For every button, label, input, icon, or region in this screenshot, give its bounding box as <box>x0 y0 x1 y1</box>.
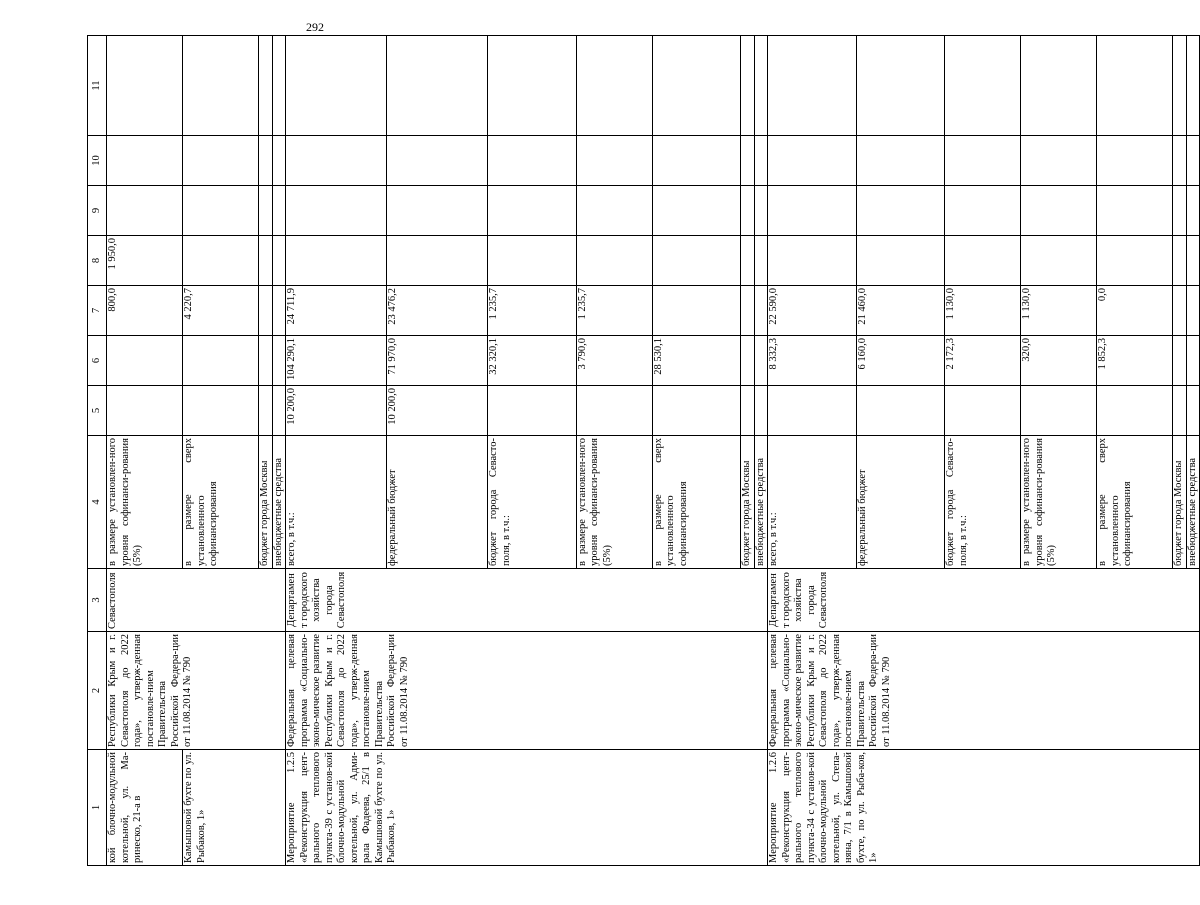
amount-cell: 6 160,0 <box>856 336 945 386</box>
funding-source: федеральный бюджет <box>856 436 945 569</box>
amount-cell <box>945 236 1021 286</box>
funding-source: бюджет города Москвы <box>741 436 755 569</box>
amount-cell <box>652 186 741 236</box>
amount-cell <box>272 36 286 136</box>
amount-cell: 8 332,3 <box>768 336 857 386</box>
funding-source: внебюджетные средства <box>1186 436 1200 569</box>
executor: Департамент городского хозяйства города Севастополя <box>768 569 1200 632</box>
amount-cell <box>488 186 577 236</box>
amount-cell: 32 320,1 <box>488 336 577 386</box>
funding-source: бюджет города Севасто-поля, в т.ч.: <box>945 436 1021 569</box>
funding-source: в размере установлен-ного уровня софинанси-рования (5%) <box>576 436 652 569</box>
amount-cell <box>107 336 183 386</box>
amount-cell <box>754 186 768 236</box>
amount-cell: 2 172,3 <box>945 336 1021 386</box>
amount-cell <box>259 236 273 286</box>
amount-cell <box>259 36 273 136</box>
amount-cell <box>488 386 577 436</box>
amount-cell <box>741 136 755 186</box>
funding-source: в размере сверх установленного софинансирования <box>1097 436 1173 569</box>
amount-cell <box>652 136 741 186</box>
amount-cell <box>1173 236 1187 286</box>
amount-cell: 1 130,0 <box>1021 286 1097 336</box>
amount-cell <box>1173 336 1187 386</box>
amount-cell <box>286 36 387 136</box>
funding-source: всего, в т.ч.: <box>286 436 387 569</box>
amount-cell <box>576 186 652 236</box>
amount-cell <box>1173 286 1187 336</box>
amount-cell <box>259 186 273 236</box>
amount-cell <box>387 186 488 236</box>
amount-cell <box>754 36 768 136</box>
amount-cell <box>754 136 768 186</box>
amount-cell <box>1097 236 1173 286</box>
amount-cell: 320,0 <box>1021 336 1097 386</box>
amount-cell <box>1173 186 1187 236</box>
amount-cell <box>1186 36 1200 136</box>
amount-cell <box>1173 36 1187 136</box>
amount-cell <box>856 136 945 186</box>
amount-cell <box>272 186 286 236</box>
column-number: 3 <box>88 569 107 632</box>
column-number: 9 <box>88 186 107 236</box>
funding-source: всего, в т.ч.: <box>768 436 857 569</box>
amount-cell <box>741 286 755 336</box>
amount-cell <box>107 386 183 436</box>
amount-cell <box>768 36 857 136</box>
amount-cell <box>272 336 286 386</box>
amount-cell: 10 200,0 <box>387 386 488 436</box>
funding-source: внебюджетные средства <box>272 436 286 569</box>
amount-cell <box>945 186 1021 236</box>
amount-cell <box>387 236 488 286</box>
measure-title-continued: кой блочно-модульной котельной, ул. Ма-ринеско, 21-а в <box>107 750 183 866</box>
amount-cell <box>1186 136 1200 186</box>
column-number: 5 <box>88 386 107 436</box>
amount-cell <box>259 386 273 436</box>
amount-cell: 1 130,0 <box>945 286 1021 336</box>
amount-cell <box>576 136 652 186</box>
amount-cell <box>741 236 755 286</box>
amount-cell <box>107 136 183 186</box>
column-number: 10 <box>88 136 107 186</box>
amount-cell <box>1021 386 1097 436</box>
amount-cell <box>1097 186 1173 236</box>
funding-source: в размере установлен-ного уровня софинанси-рования (5%) <box>107 436 183 569</box>
amount-cell <box>652 386 741 436</box>
amount-cell <box>768 186 857 236</box>
amount-cell <box>286 136 387 186</box>
amount-cell: 10 200,0 <box>286 386 387 436</box>
amount-cell <box>856 36 945 136</box>
amount-cell <box>488 236 577 286</box>
amount-cell <box>856 386 945 436</box>
amount-cell: 22 590,0 <box>768 286 857 336</box>
amount-cell <box>856 236 945 286</box>
column-number: 7 <box>88 286 107 336</box>
program-name: Федеральная целевая программа «Социально-эконо-мическое развитие Республики Крым и г. Севастополя до 2022 года», утверж-денная постановле-нием Правительства Российской Федера-ции от 11.08.2014 № 790 <box>286 632 768 750</box>
amount-cell <box>1021 236 1097 286</box>
table-row <box>107 36 183 866</box>
amount-cell <box>272 286 286 336</box>
amount-cell <box>387 36 488 136</box>
measure-title: Мероприятие 1.2.5 «Реконструкция цент-рального теплового пункта-39 с установ-кой блочно-модульной котельной, ул. Адми-рала Фадеева, 25/1 в Камышовой бухте по ул. Рыбаков, 1» <box>286 750 768 866</box>
executor: Департамент городского хозяйства города Севастополя <box>286 569 768 632</box>
amount-cell <box>945 36 1021 136</box>
amount-cell <box>183 136 259 186</box>
amount-cell: 28 530,1 <box>652 336 741 386</box>
funding-source: федеральный бюджет <box>387 436 488 569</box>
amount-cell <box>259 136 273 186</box>
amount-cell <box>1021 36 1097 136</box>
amount-cell <box>741 336 755 386</box>
amount-cell <box>1186 336 1200 386</box>
amount-cell: 1 235,7 <box>488 286 577 336</box>
measure-title: Мероприятие 1.2.6 «Реконструкция цент-рального теплового пункта-34 с установ-кой блочно-модульной котельной, ул. Степа-няна, 7/1 в Камышовой бухте, по ул. Рыба-ков, 1» <box>768 750 1200 866</box>
program-continued: Республики Крым и г. Севастополя до 2022 года», утверж-денная постановле-нием Правительства Российской Федера-ции от 11.08.2014 № 790 <box>107 632 286 750</box>
amount-cell: 0,0 <box>1097 286 1173 336</box>
funding-source: в размере сверх установленного софинансирования <box>183 436 259 569</box>
executor-continued: Севастополя <box>107 569 286 632</box>
amount-cell <box>1097 136 1173 186</box>
amount-cell <box>286 186 387 236</box>
table-row <box>768 36 857 866</box>
amount-cell <box>272 386 286 436</box>
amount-cell <box>945 136 1021 186</box>
measure-title-continued: Камышовой бухте по ул. Рыбаков, 1» <box>183 750 286 866</box>
amount-cell <box>1173 386 1187 436</box>
amount-cell <box>1186 286 1200 336</box>
amount-cell: 1 852,3 <box>1097 336 1173 386</box>
amount-cell <box>652 36 741 136</box>
amount-cell <box>183 336 259 386</box>
amount-cell <box>754 286 768 336</box>
amount-cell <box>107 36 183 136</box>
amount-cell <box>652 236 741 286</box>
table-row <box>286 36 387 866</box>
amount-cell <box>259 336 273 386</box>
amount-cell: 23 476,2 <box>387 286 488 336</box>
amount-cell: 1 950,0 <box>107 236 183 286</box>
amount-cell <box>1186 236 1200 286</box>
rotated-table-wrapper <box>87 36 1198 866</box>
column-number: 8 <box>88 236 107 286</box>
amount-cell <box>183 236 259 286</box>
amount-cell <box>183 36 259 136</box>
amount-cell: 3 790,0 <box>576 336 652 386</box>
amount-cell <box>107 186 183 236</box>
amount-cell <box>1021 186 1097 236</box>
header-row <box>88 36 107 866</box>
column-number: 4 <box>88 436 107 569</box>
funding-source: в размере установлен-ного уровня софинанси-рования (5%) <box>1021 436 1097 569</box>
column-number: 1 <box>88 750 107 866</box>
amount-cell <box>741 36 755 136</box>
amount-cell <box>1173 136 1187 186</box>
amount-cell: 71 970,0 <box>387 336 488 386</box>
amount-cell <box>387 136 488 186</box>
amount-cell <box>1186 186 1200 236</box>
budget-table <box>87 35 1200 866</box>
funding-source: бюджет города Севасто-поля, в т.ч.: <box>488 436 577 569</box>
amount-cell <box>768 236 857 286</box>
amount-cell <box>183 386 259 436</box>
amount-cell <box>1097 36 1173 136</box>
amount-cell: 24 711,9 <box>286 286 387 336</box>
amount-cell <box>768 136 857 186</box>
funding-source: бюджет города Москвы <box>1173 436 1187 569</box>
funding-source: внебюджетные средства <box>754 436 768 569</box>
amount-cell: 21 460,0 <box>856 286 945 336</box>
column-number: 2 <box>88 632 107 750</box>
amount-cell <box>1186 386 1200 436</box>
amount-cell <box>945 386 1021 436</box>
amount-cell <box>272 136 286 186</box>
amount-cell <box>488 136 577 186</box>
amount-cell <box>754 386 768 436</box>
amount-cell <box>741 386 755 436</box>
program-name: Федеральная целевая программа «Социально-эконо-мическое развитие Республики Крым и г. Севастополя до 2022 года», утверж-денная постановле-нием Правительства Российской Федера-ции от 11.08.2014 № 790 <box>768 632 1200 750</box>
amount-cell <box>183 186 259 236</box>
amount-cell: 800,0 <box>107 286 183 336</box>
page-number: 292 <box>306 20 324 34</box>
funding-source: бюджет города Москвы <box>259 436 273 569</box>
amount-cell <box>754 236 768 286</box>
amount-cell <box>576 36 652 136</box>
amount-cell <box>856 186 945 236</box>
amount-cell <box>286 236 387 286</box>
amount-cell: 1 235,7 <box>576 286 652 336</box>
column-number: 11 <box>88 36 107 136</box>
amount-cell <box>576 236 652 286</box>
amount-cell: 4 220,7 <box>183 286 259 336</box>
amount-cell <box>741 186 755 236</box>
funding-source: в размере сверх установленного софинансирования <box>652 436 741 569</box>
amount-cell <box>1097 386 1173 436</box>
amount-cell <box>754 336 768 386</box>
amount-cell: 104 290,1 <box>286 336 387 386</box>
amount-cell <box>652 286 741 336</box>
amount-cell <box>488 36 577 136</box>
amount-cell <box>272 236 286 286</box>
amount-cell <box>576 386 652 436</box>
column-number: 6 <box>88 336 107 386</box>
amount-cell <box>1021 136 1097 186</box>
amount-cell <box>768 386 857 436</box>
amount-cell <box>259 286 273 336</box>
